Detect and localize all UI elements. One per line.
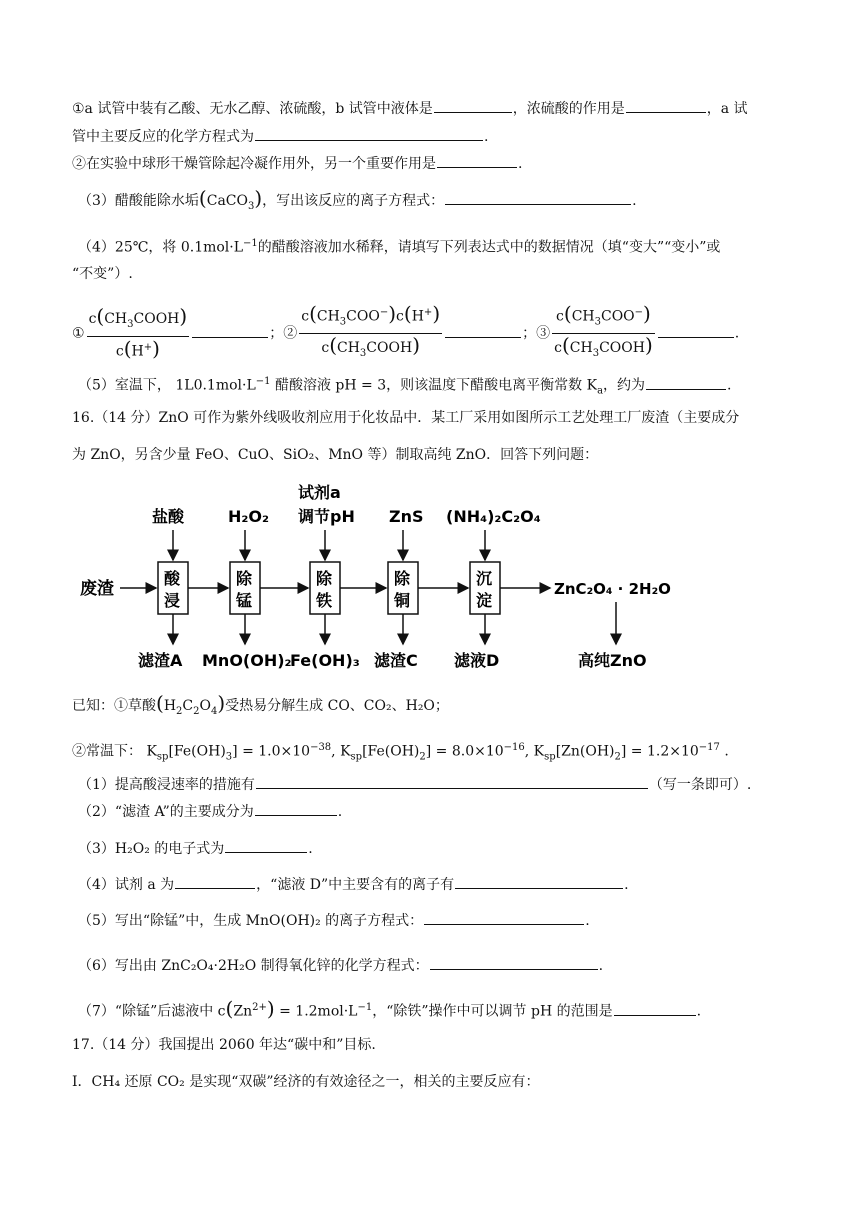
q16-intro-line1: 16.（14 分）ZnO 可作为紫外线吸收剂应用于化妆品中．某工厂采用如图所示工艺处理工厂废渣（主要成分 xyxy=(72,410,740,426)
fraction-3: $\frac{c(CH_3COO^-)}{c(CH_3COOH)}$ xyxy=(554,301,653,360)
flow-final-label: 高纯ZnO xyxy=(578,651,647,670)
flow-box-acid-leach xyxy=(158,562,188,614)
q16-q7: （7）“除锰”后滤液中 $c(Zn^{2+}) = 1.2mol\cdot L^{-1}$，“除铁”操作中可以调节 pH 的范围是 . xyxy=(78,996,702,1021)
q15-part3: （3）醋酸能除水垢(CaCO$_3$)，写出该反应的离子方程式： . xyxy=(78,186,637,212)
q15-part4-line1: （4）25℃，将 $0.1mol\cdot L^{-1}$的醋酸溶液加水稀释，请填写下列表达式中的数据情况（填“变大”“变小”或 xyxy=(78,238,721,256)
answer-blank[interactable] xyxy=(658,323,734,338)
q15-part1-line1: ①a 试管中装有乙酸、无水乙醇、浓硫酸，b 试管中液体是 ，浓硫酸的作用是 ，a 试 xyxy=(72,98,800,119)
svg-text:除: 除 xyxy=(236,569,253,588)
fraction-1: $\frac{c(CH_3COOH)}{c(H^+)}$ xyxy=(88,303,188,361)
output-residue-c: 滤渣C xyxy=(374,651,418,670)
svg-text:除: 除 xyxy=(394,569,411,588)
answer-blank[interactable] xyxy=(646,375,726,390)
output-mnooh2: MnO(OH)₂ xyxy=(202,651,292,670)
q16-q1: （1）提高酸浸速率的措施有 （写一条即可）. xyxy=(78,774,800,795)
flow-box-remove-mn xyxy=(230,562,260,614)
answer-blank[interactable] xyxy=(434,98,512,113)
reagent-hcl: 盐酸 xyxy=(152,507,185,526)
svg-text:锰: 锰 xyxy=(236,591,253,610)
reagent-adjust-ph: 调节pH xyxy=(298,507,355,526)
output-filtrate-d: 滤液D xyxy=(454,651,500,670)
q16-intro-line2: 为 ZnO，另含少量 FeO、CuO、SiO₂、MnO 等）制取高纯 ZnO．回答下列问题： xyxy=(72,447,599,463)
q16-q2: （2）“滤渣 A”的主要成分为 . xyxy=(78,801,800,822)
process-flowchart xyxy=(70,478,710,674)
q17-part1: Ⅰ．CH₄ 还原 CO₂ 是实现“双碳”经济的有效途径之一，相关的主要反应有： xyxy=(72,1074,540,1090)
flow-start-label: 废渣 xyxy=(80,579,114,599)
answer-blank[interactable] xyxy=(255,801,337,816)
answer-blank[interactable] xyxy=(455,874,623,889)
reagent-ammonium-oxalate: (NH₄)₂C₂O₄ xyxy=(446,507,541,526)
answer-blank[interactable] xyxy=(192,323,268,338)
q15-fraction-row: ① $\frac{c(CH_3COOH)}{c(H^+)}$ ；② $\frac{c(CH_3COO^-)c(H^+)}{c(CH_3COOH)}$ ；③ $\frac{c(CH_3COO^-)}{c(CH_3COOH)}$ . xyxy=(72,303,800,364)
q16-q6: （6）写出由 ZnC₂O₄·2H₂O 制得氧化锌的化学方程式： . xyxy=(78,955,800,976)
answer-blank[interactable] xyxy=(256,774,648,789)
answer-blank[interactable] xyxy=(255,126,483,141)
q15-part4-line2: “不变”）. xyxy=(72,266,133,282)
svg-text:酸: 酸 xyxy=(164,569,181,588)
svg-text:除: 除 xyxy=(316,569,333,588)
q16-known1: 已知：①草酸$(H_2C_2O_4)$受热易分解生成 CO、CO₂、H₂O； xyxy=(72,691,449,717)
answer-blank[interactable] xyxy=(437,153,517,168)
output-feoh3: Fe(OH)₃ xyxy=(290,651,360,670)
reagent-h2o2: H₂O₂ xyxy=(228,507,270,526)
flow-box-precipitate xyxy=(470,562,500,614)
answer-blank[interactable] xyxy=(430,955,598,970)
output-residue-a: 滤渣A xyxy=(138,651,183,670)
q17-intro: 17.（14 分）我国提出 2060 年达“碳中和”目标. xyxy=(72,1037,376,1053)
svg-text:浸: 浸 xyxy=(164,591,181,610)
answer-blank[interactable] xyxy=(424,910,584,925)
reagent-a: 试剂a xyxy=(298,483,341,502)
answer-blank[interactable] xyxy=(626,98,706,113)
reagent-zns: ZnS xyxy=(389,507,424,526)
q15-part2: ②在实验中球形干燥管除起冷凝作用外，另一个重要作用是 . xyxy=(72,153,800,174)
answer-blank[interactable] xyxy=(445,190,631,205)
q16-known2: ②常温下： $K_{sp}[Fe(OH)_3] = 1.0\times 10^{-38}$, $K_{sp}[Fe(OH)_2] = 8.0\times 10^{-16}$, $K_{sp}[Zn(OH)_2] = 1.2\times 10^{-17}$ . xyxy=(72,742,729,763)
answer-blank[interactable] xyxy=(445,323,521,338)
answer-blank[interactable] xyxy=(175,874,255,889)
fraction-2: $\frac{c(CH_3COO^-)c(H^+)}{c(CH_3COOH)}$ xyxy=(301,301,441,360)
q16-q3: （3）H₂O₂ 的电子式为 . xyxy=(78,838,800,859)
svg-text:铜: 铜 xyxy=(394,591,411,610)
svg-text:铁: 铁 xyxy=(316,591,333,610)
flow-box-remove-fe xyxy=(310,562,340,614)
svg-text:沉: 沉 xyxy=(476,569,493,588)
answer-blank[interactable] xyxy=(225,838,307,853)
q16-q4: （4）试剂 a 为 ，“滤液 D”中主要含有的离子有 . xyxy=(78,874,800,895)
flow-product-label: ZnC₂O₄ · 2H₂O xyxy=(554,580,671,598)
q15-part1-line2: 管中主要反应的化学方程式为 . xyxy=(72,126,800,147)
answer-blank[interactable] xyxy=(614,1001,696,1016)
svg-text:淀: 淀 xyxy=(476,591,493,610)
flow-box-remove-cu xyxy=(388,562,418,614)
q15-part5: （5）室温下， $1L0.1mol\cdot L^{-1}$ 醋酸溶液 pH = 3，则该温度下醋酸电离平衡常数 $K_a$，约为 . xyxy=(78,376,732,397)
q16-q5: （5）写出“除锰”中，生成 MnO(OH)₂ 的离子方程式： . xyxy=(78,910,800,931)
